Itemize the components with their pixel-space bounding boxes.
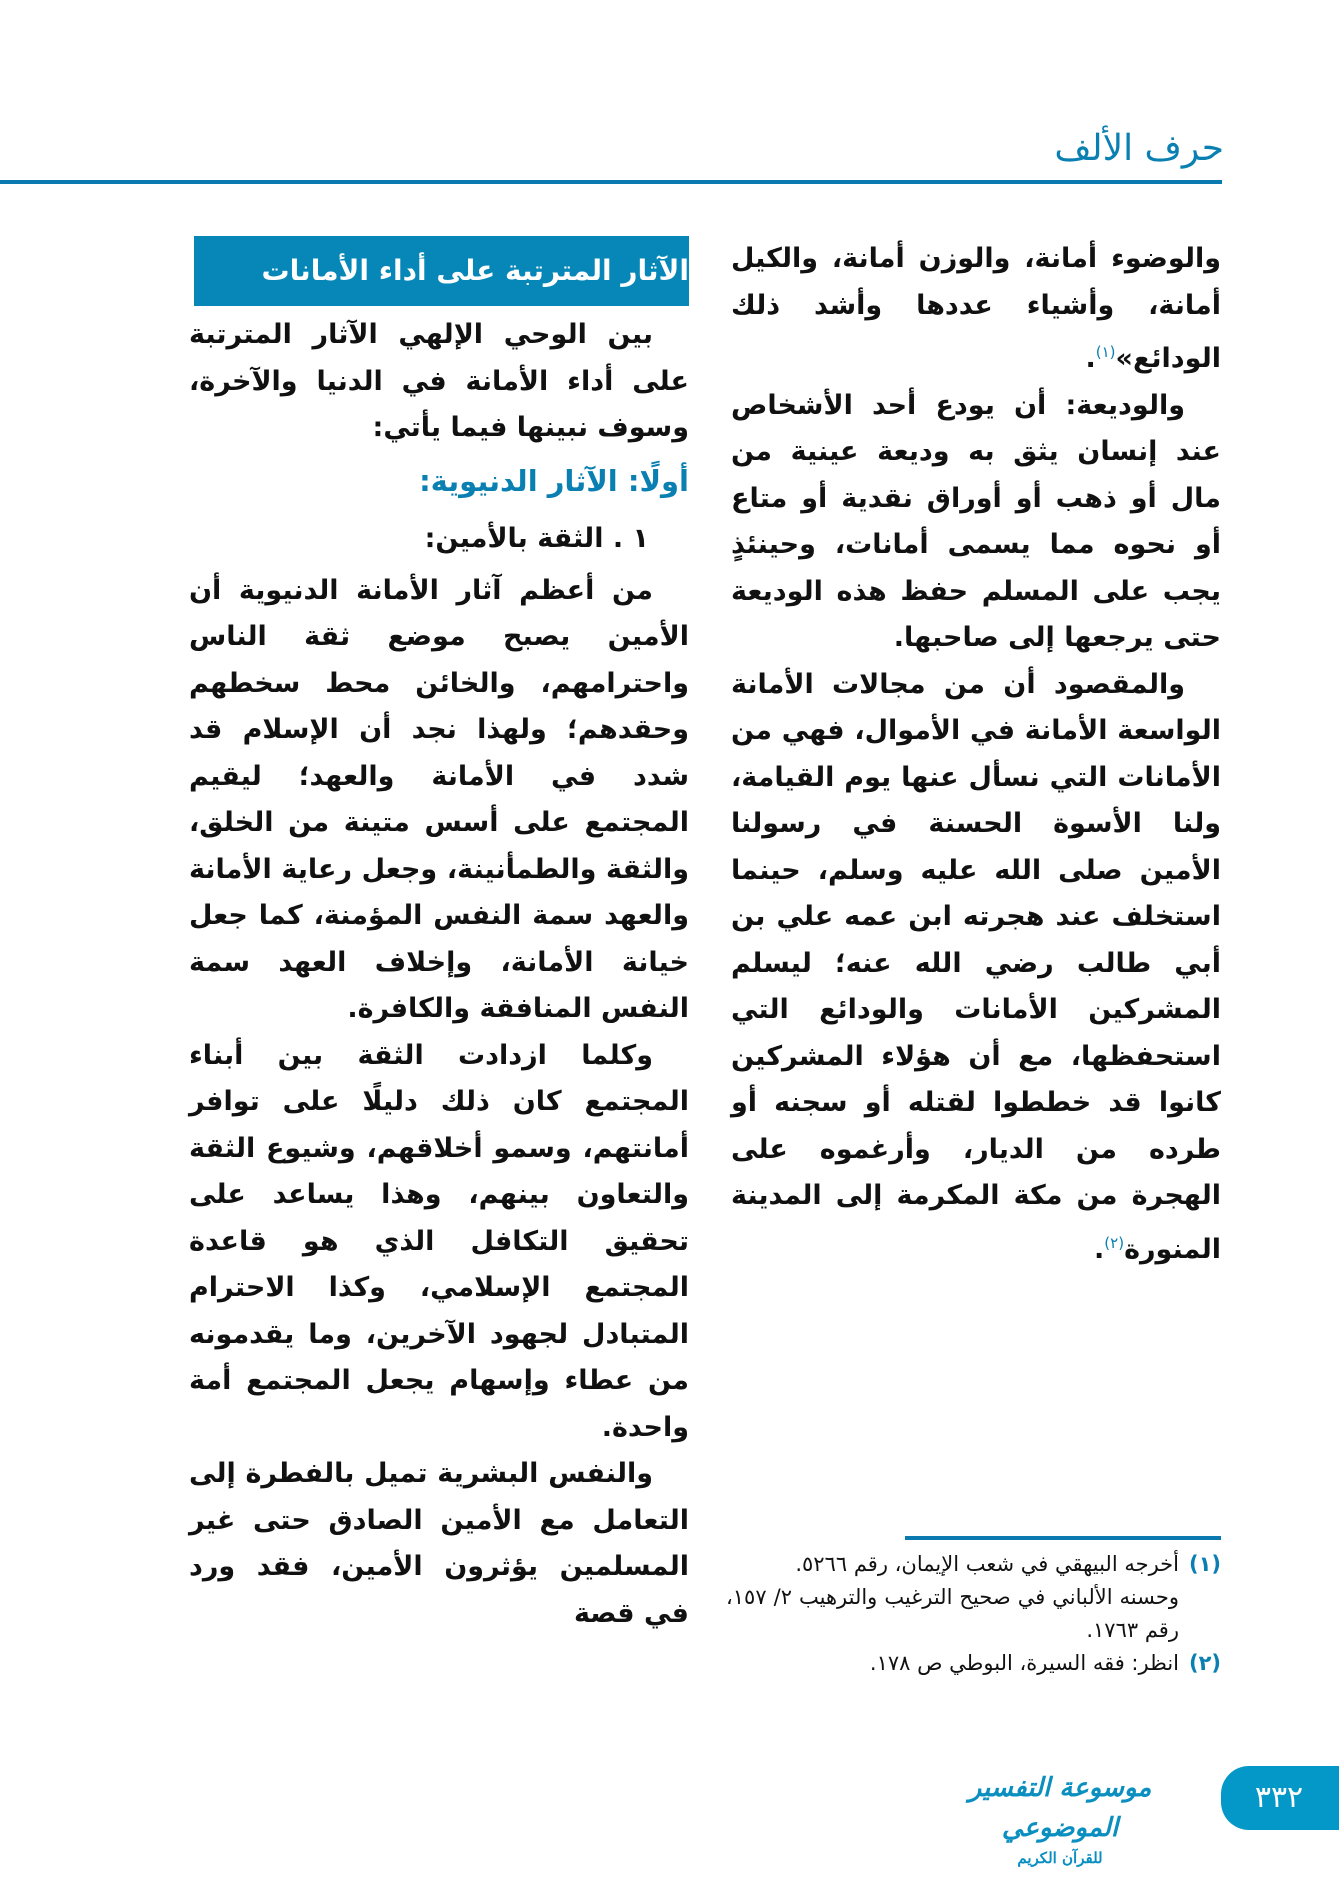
- footnote-ref[interactable]: (٢): [1104, 1233, 1125, 1252]
- running-head: حرف الألف: [1054, 128, 1224, 169]
- paragraph: وكلما ازدادت الثقة بين أبناء المجتمع كان ذلك دليلًا على توافر أمانتهم، وسمو أخلاقهم، وشيوع الثقة والتعاون بينهم، وهذا يساعد على تحقيق التكافل الذي هو قاعدة المجتمع الإسلامي، وكذا الاحترام المتبادل لجهود الآخرين، وما يقدمونه من عطاء وإسهام يجعل المجتمع أمة واحدة.: [189, 1039, 689, 1443]
- page-number: ٣٣٢: [1221, 1766, 1339, 1830]
- logo-title: موسوعة التفسير الموضوعي: [968, 1773, 1152, 1843]
- paragraph: والوديعة: أن يودع أحد الأشخاص عند إنسان يثق به وديعة عينية من مال أو ذهب أو أوراق نقدية أو متاع أو نحوه مما يسمى أمانات، وحينئذٍ يجب على المسلم حفظ هذه الوديعة حتى يرجعها إلى صاحبها.: [731, 389, 1221, 653]
- paragraph-tail: .: [1094, 1233, 1105, 1265]
- paragraph-text: والمقصود أن من مجالات الأمانة الواسعة الأمانة في الأموال، فهي من الأمانات التي نسأل عنها يوم القيامة، ولنا الأسوة الحسنة في رسولنا الأمين صلى الله عليه وسلم، حينما استخلف عند هجرته ابن عمه علي بن أبي طالب رضي الله عنه؛ ليسلم المشركين الأمانات والودائع التي استحفظها، مع أن هؤلاء المشركين كانوا قد خططوا لقتله أو سجنه أو طرده من الديار، وأرغموه على الهجرة من مكة المكرمة إلى المدينة المنورة: [731, 668, 1221, 1265]
- footnotes: [726, 1548, 1221, 1680]
- right-column: [731, 236, 1221, 1273]
- encyclopedia-logo: [935, 1768, 1185, 1867]
- footnote-text: وحسنه الألباني في صحيح الترغيب والترهيب ٢/ ١٥٧، رقم ١٧٦٣.: [726, 1585, 1179, 1642]
- paragraph: والنفس البشرية تميل بالفطرة إلى التعامل مع الأمين الصادق حتى غير المسلمين يؤثرون الأمين، فقد ورد في قصة: [189, 1458, 689, 1629]
- footnote-number: [1179, 1581, 1221, 1647]
- footnote: [726, 1581, 1221, 1647]
- footnote-number: (١): [1188, 1552, 1221, 1576]
- paragraph: من أعظم آثار الأمانة الدنيوية أن الأمين يصبح موضع ثقة الناس واحترامهم، والخائن محط سخطهم وحقدهم؛ ولهذا نجد أن الإسلام قد شدد في الأمانة والعهد؛ ليقيم المجتمع على أسس متينة من الخلق، والثقة والطمأنينة، وجعل رعاية الأمانة والعهد سمة النفس المؤمنة، كما جعل خيانة الأمانة، وإخلاف العهد سمة النفس المنافقة والكافرة.: [189, 574, 689, 1024]
- footnote-ref[interactable]: (١): [1095, 343, 1116, 361]
- paragraph-text: والوضوء أمانة، والوزن أمانة، والكيل أمانة، وأشياء عددها وأشد ذلك الودائع»: [731, 243, 1221, 374]
- left-column: [189, 236, 689, 1637]
- numbered-heading: ١ . الثقة بالأمين:: [424, 522, 649, 554]
- paragraph: [731, 662, 1221, 1274]
- section-title: الآثار المترتبة على أداء الأمانات: [194, 236, 689, 306]
- footnote-number: (٢): [1188, 1651, 1221, 1675]
- footnote-text: أخرجه البيهقي في شعب الإيمان، رقم ٥٢٦٦.: [795, 1552, 1179, 1576]
- footnote: [726, 1647, 1221, 1680]
- footnote-text: انظر: فقه السيرة، البوطي ص ١٧٨.: [869, 1651, 1179, 1675]
- logo-subtitle: للقرآن الكريم: [1017, 1849, 1103, 1867]
- paragraph: [731, 236, 1221, 383]
- subheading: أولًا: الآثار الدنيوية:: [419, 463, 689, 498]
- paragraph-tail: .: [1085, 343, 1096, 374]
- footnote: [726, 1548, 1221, 1581]
- header-rule: [0, 180, 1222, 184]
- intro-paragraph: بين الوحي الإلهي الآثار المترتبة على أداء الأمانة في الدنيا والآخرة، وسوف نبينها فيما يأتي:: [189, 319, 689, 443]
- footnote-rule: [905, 1536, 1221, 1540]
